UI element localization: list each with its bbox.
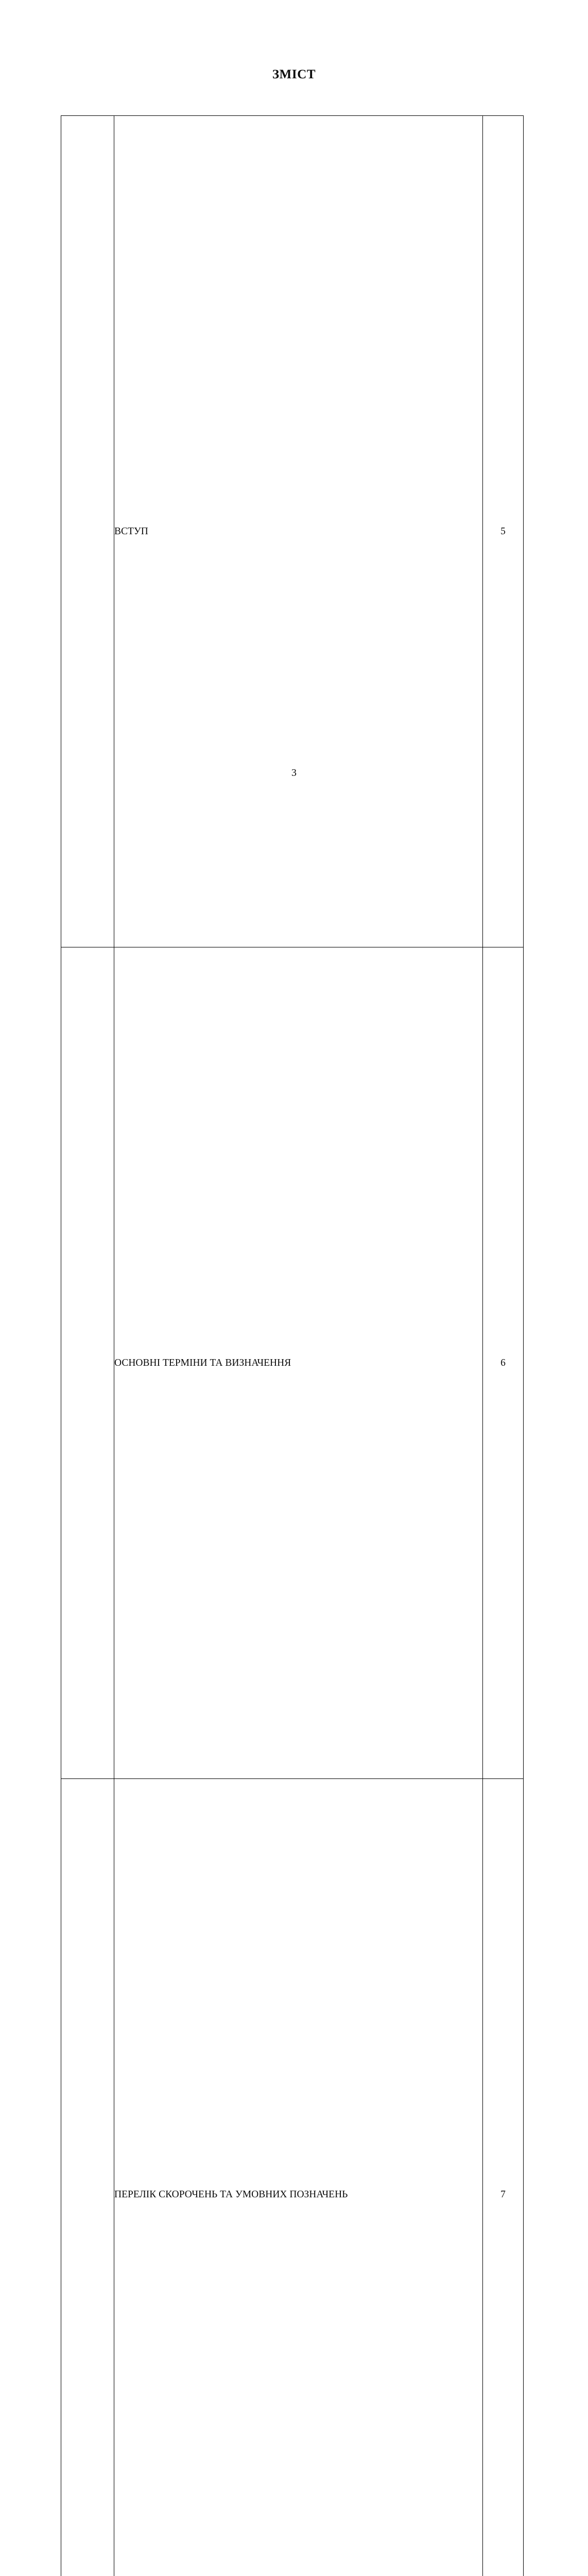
- toc-row-title[interactable]: [114, 947, 483, 1779]
- page-number: 3: [0, 767, 588, 779]
- table-of-contents: [61, 115, 523, 2576]
- table-row: [61, 116, 524, 947]
- toc-row-number: [61, 1779, 114, 2576]
- toc-title-text: ОСНОВНІ ТЕРМІНИ ТА ВИЗНАЧЕННЯ: [114, 1358, 291, 1368]
- toc-title-text: ВСТУП: [114, 526, 148, 537]
- toc-row-page: 6: [483, 947, 524, 1779]
- toc-row-title[interactable]: [114, 1779, 483, 2576]
- table-row: [61, 1779, 524, 2576]
- toc-table-body: [61, 116, 524, 2576]
- toc-row-page: 7: [483, 1779, 524, 2576]
- table-row: [61, 947, 524, 1779]
- document-page: [0, 0, 588, 832]
- toc-row-number: [61, 116, 114, 947]
- toc-row-number: [61, 947, 114, 1779]
- toc-row-page: 5: [483, 116, 524, 947]
- page-title: ЗМІСТ: [0, 67, 588, 82]
- toc-table: [61, 115, 524, 2576]
- toc-title-text: ПЕРЕЛІК СКОРОЧЕНЬ ТА УМОВНИХ ПОЗНАЧЕНЬ: [114, 2189, 348, 2200]
- toc-row-title[interactable]: [114, 116, 483, 947]
